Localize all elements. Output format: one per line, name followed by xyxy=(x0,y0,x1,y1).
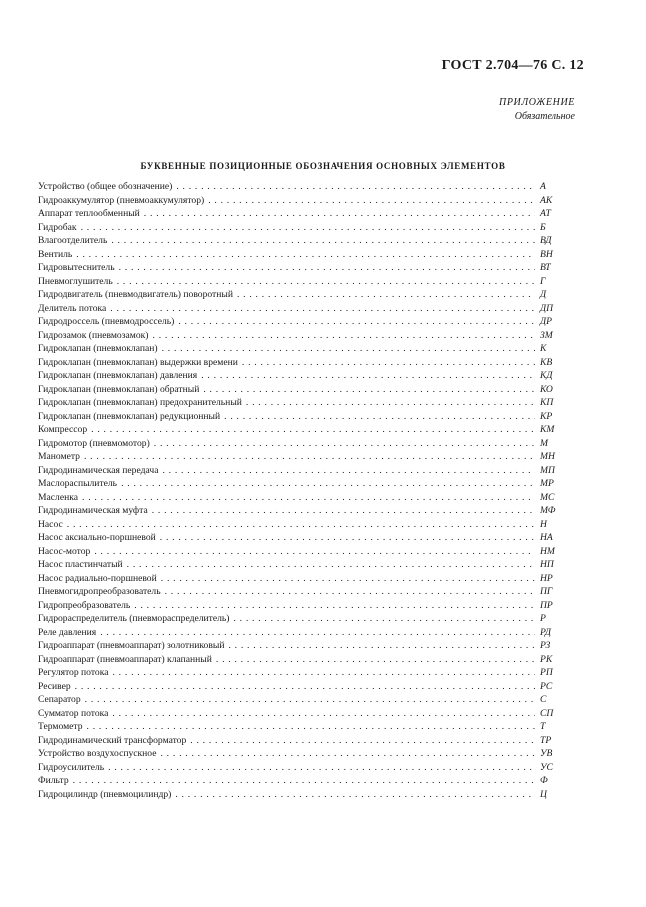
element-code: Н xyxy=(540,518,547,530)
element-name: Гидроклапан (пневмоклапан) редукционный xyxy=(38,410,224,424)
list-item xyxy=(38,315,574,329)
dot-leader xyxy=(233,612,535,626)
element-name: Аппарат теплообменный xyxy=(38,207,144,221)
list-item xyxy=(38,558,574,572)
element-code: КД xyxy=(540,370,553,381)
element-code: Г xyxy=(540,275,546,287)
list-item xyxy=(38,396,574,410)
list-item xyxy=(38,450,574,464)
dot-leader xyxy=(160,531,535,545)
element-code: М xyxy=(540,437,548,449)
list-item xyxy=(38,477,574,491)
list-item xyxy=(38,275,574,289)
list-item xyxy=(38,329,574,343)
element-code: КП xyxy=(540,397,554,408)
element-name: Вентиль xyxy=(38,248,76,262)
element-name: Регулятор потока xyxy=(38,666,112,680)
element-code: РП xyxy=(540,667,553,678)
element-name: Гидроклапан (пневмоклапан) давления xyxy=(38,369,201,383)
element-code: НА xyxy=(540,532,553,543)
element-name: Гидроклапан (пневмоклапан) xyxy=(38,342,162,356)
dot-leader xyxy=(178,315,535,329)
element-code: УС xyxy=(540,761,553,773)
element-name: Устройство (общее обозначение) xyxy=(38,180,176,194)
dot-leader xyxy=(201,369,535,383)
element-name: Ресивер xyxy=(38,680,75,694)
page-title: БУКВЕННЫЕ ПОЗИЦИОННЫЕ ОБОЗНАЧЕНИЯ ОСНОВНЫХ ЭЛЕМЕНТОВ xyxy=(140,161,506,171)
list-item xyxy=(38,194,574,208)
dot-leader xyxy=(144,207,535,221)
list-item xyxy=(38,410,574,424)
element-code: НР xyxy=(540,572,553,584)
element-code: АТ xyxy=(540,208,551,219)
list-item xyxy=(38,707,574,721)
element-name: Гидродроссель (пневмодроссель) xyxy=(38,315,178,329)
list-item xyxy=(38,599,574,613)
list-item xyxy=(38,626,574,640)
list-item xyxy=(38,774,574,788)
dot-leader xyxy=(84,450,535,464)
element-name: Насос аксиально-поршневой xyxy=(38,531,160,545)
element-code: Р xyxy=(540,613,546,624)
dot-leader xyxy=(85,693,535,707)
list-item xyxy=(38,747,574,761)
dot-leader xyxy=(75,680,535,694)
element-code: ПР xyxy=(540,599,553,611)
dot-leader xyxy=(121,477,535,491)
list-item xyxy=(38,356,574,370)
element-code: С xyxy=(540,694,547,705)
dot-leader xyxy=(110,302,535,316)
dot-leader xyxy=(224,410,535,424)
list-item xyxy=(38,342,574,356)
element-code: Ф xyxy=(540,775,548,786)
element-name: Масленка xyxy=(38,491,82,505)
element-name: Фильтр xyxy=(38,774,73,788)
element-name: Пневмоглушитель xyxy=(38,275,117,289)
element-code: Ц xyxy=(540,788,547,800)
dot-leader xyxy=(119,261,535,275)
element-name: Гидроклапан (пневмоклапан) обратный xyxy=(38,383,203,397)
element-name: Компрессор xyxy=(38,423,91,437)
dot-leader xyxy=(216,653,535,667)
dot-leader xyxy=(76,248,535,262)
element-name: Гидроклапан (пневмоклапан) предохранительный xyxy=(38,396,246,410)
element-name: Гидроусилитель xyxy=(38,761,108,775)
element-code: ДР xyxy=(540,316,552,327)
element-code: АК xyxy=(540,194,553,206)
element-name: Делитель потока xyxy=(38,302,110,316)
dot-leader xyxy=(162,464,535,478)
dot-leader xyxy=(111,234,535,248)
dot-leader xyxy=(82,491,535,505)
list-item xyxy=(38,248,574,262)
element-code: КМ xyxy=(540,424,555,435)
list-item xyxy=(38,180,574,194)
list-item xyxy=(38,639,574,653)
list-item xyxy=(38,734,574,748)
element-code: СП xyxy=(540,707,554,719)
list-item xyxy=(38,234,574,248)
element-name: Влагоотделитель xyxy=(38,234,111,248)
element-name: Гидрозамок (пневмозамок) xyxy=(38,329,153,343)
element-code: ВТ xyxy=(540,262,551,273)
dot-leader xyxy=(91,423,535,437)
list-item xyxy=(38,761,574,775)
list-item xyxy=(38,423,574,437)
element-name: Гидроклапан (пневмоклапан) выдержки времени xyxy=(38,356,242,370)
dot-leader xyxy=(203,383,535,397)
element-name: Гидроаппарат (пневмоаппарат) золотниковый xyxy=(38,639,228,653)
dot-leader xyxy=(228,639,535,653)
dot-leader xyxy=(73,774,535,788)
dot-leader xyxy=(127,558,535,572)
element-name: Манометр xyxy=(38,450,84,464)
list-item xyxy=(38,788,574,802)
element-name: Устройство воздухоспускное xyxy=(38,747,160,761)
appendix-status: Обязательное xyxy=(514,111,575,122)
element-code: МР xyxy=(540,478,554,489)
element-code: КО xyxy=(540,383,553,395)
element-code: Т xyxy=(540,721,546,732)
element-code: КВ xyxy=(540,356,553,368)
element-name: Гидроаккумулятор (пневмоаккумулятор) xyxy=(38,194,208,208)
dot-leader xyxy=(208,194,535,208)
element-name: Гидропреобразователь xyxy=(38,599,134,613)
designation-list xyxy=(38,180,574,801)
dot-leader xyxy=(154,437,535,451)
dot-leader xyxy=(175,788,535,802)
list-item xyxy=(38,585,574,599)
dot-leader xyxy=(190,734,535,748)
dot-leader xyxy=(112,666,535,680)
list-item xyxy=(38,261,574,275)
list-item xyxy=(38,518,574,532)
element-code: А xyxy=(540,181,546,192)
dot-leader xyxy=(165,585,535,599)
element-name: Гидродинамическая муфта xyxy=(38,504,152,518)
list-item xyxy=(38,491,574,505)
dot-leader xyxy=(161,572,535,586)
element-name: Гидроаппарат (пневмоаппарат) клапанный xyxy=(38,653,216,667)
list-item xyxy=(38,720,574,734)
list-item xyxy=(38,572,574,586)
element-code: РС xyxy=(540,680,553,692)
list-item xyxy=(38,369,574,383)
list-item xyxy=(38,383,574,397)
element-code: КР xyxy=(540,410,553,422)
dot-leader xyxy=(160,747,535,761)
list-item xyxy=(38,680,574,694)
list-item xyxy=(38,302,574,316)
element-name: Гидроцилиндр (пневмоцилиндр) xyxy=(38,788,175,802)
list-item xyxy=(38,464,574,478)
element-code: НМ xyxy=(540,545,555,557)
dot-leader xyxy=(94,545,535,559)
element-name: Насос пластинчатый xyxy=(38,558,127,572)
dot-leader xyxy=(87,720,535,734)
element-name: Термометр xyxy=(38,720,87,734)
element-name: Пневмогидропреобразователь xyxy=(38,585,165,599)
list-item xyxy=(38,437,574,451)
list-item xyxy=(38,545,574,559)
dot-leader xyxy=(242,356,535,370)
dot-leader xyxy=(81,221,535,235)
element-code: К xyxy=(540,343,547,354)
element-name: Маслораспылитель xyxy=(38,477,121,491)
element-name: Насос радиально-поршневой xyxy=(38,572,161,586)
dot-leader xyxy=(152,504,535,518)
element-code: МН xyxy=(540,451,555,462)
dot-leader xyxy=(112,707,535,721)
element-name: Реле давления xyxy=(38,626,100,640)
element-code: РД xyxy=(540,626,552,638)
element-code: РК xyxy=(540,653,553,665)
list-item xyxy=(38,531,574,545)
element-name: Гидробак xyxy=(38,221,81,235)
dot-leader xyxy=(176,180,535,194)
element-code: ВД xyxy=(540,235,552,246)
element-code: ДП xyxy=(540,302,554,314)
list-item xyxy=(38,612,574,626)
dot-leader xyxy=(108,761,535,775)
list-item xyxy=(38,693,574,707)
element-name: Гидровытеснитель xyxy=(38,261,119,275)
element-code: УВ xyxy=(540,748,553,759)
element-code: МП xyxy=(540,464,555,476)
element-name: Сепаратор xyxy=(38,693,85,707)
list-item xyxy=(38,288,574,302)
dot-leader xyxy=(246,396,535,410)
list-item xyxy=(38,221,574,235)
standard-header: ГОСТ 2.704—76 С. 12 xyxy=(441,58,584,73)
element-name: Гидродинамический трансформатор xyxy=(38,734,190,748)
element-code: НП xyxy=(540,559,554,570)
list-item xyxy=(38,207,574,221)
element-code: ПГ xyxy=(540,586,553,597)
element-code: МФ xyxy=(540,505,556,516)
element-name: Гидрораспределитель (пневмораспределитель) xyxy=(38,612,233,626)
list-item xyxy=(38,666,574,680)
dot-leader xyxy=(67,518,535,532)
element-code: Б xyxy=(540,221,546,233)
element-code: ЗМ xyxy=(540,329,553,341)
element-name: Насос-мотор xyxy=(38,545,94,559)
element-code: Д xyxy=(540,289,547,300)
element-name: Сумматор потока xyxy=(38,707,112,721)
dot-leader xyxy=(153,329,536,343)
dot-leader xyxy=(237,288,535,302)
dot-leader xyxy=(100,626,535,640)
dot-leader xyxy=(134,599,535,613)
element-code: ВН xyxy=(540,248,553,260)
dot-leader xyxy=(162,342,535,356)
dot-leader xyxy=(117,275,535,289)
element-name: Гидродинамическая передача xyxy=(38,464,162,478)
appendix-label: ПРИЛОЖЕНИЕ xyxy=(499,97,575,108)
element-name: Насос xyxy=(38,518,67,532)
element-code: МС xyxy=(540,491,555,503)
element-code: ТР xyxy=(540,734,552,746)
list-item xyxy=(38,653,574,667)
appendix-block xyxy=(499,96,575,124)
element-name: Гидродвигатель (пневмодвигатель) поворотный xyxy=(38,288,237,302)
list-item xyxy=(38,504,574,518)
element-code: РЗ xyxy=(540,640,551,651)
element-name: Гидромотор (пневмомотор) xyxy=(38,437,154,451)
